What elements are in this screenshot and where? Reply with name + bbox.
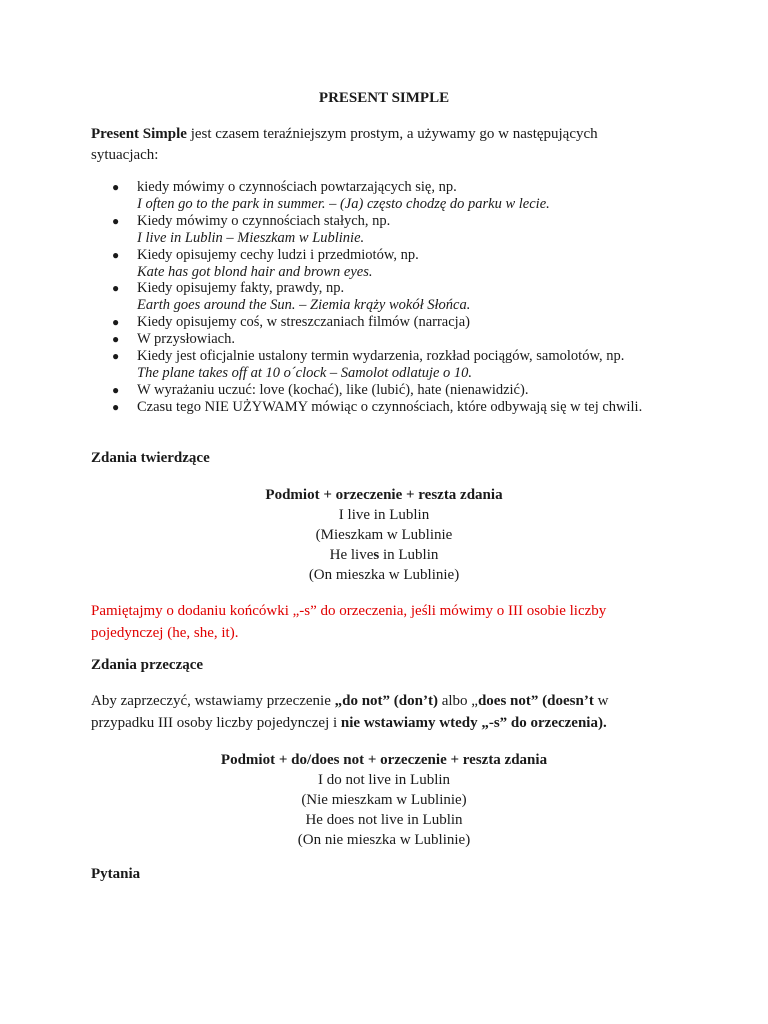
affirmative-examples [0,485,768,585]
reminder-note: Pamiętajmy o dodaniu końcówki „-s” do orzeczenia, jeśli mówimy o III osobie liczby pojedynczej (he, she, it). [91,603,607,641]
example-line: (On nie mieszka w Lublinie) [297,832,471,848]
bullet-icon: ● [112,281,120,296]
negative-heading: Zdania przeczące [91,657,204,673]
example-line: He does not live in Lublin [305,812,463,828]
example-sentence: The plane takes off at 10 o´clock – Samolot odlatuje o 10. [137,364,473,381]
list-item: ● Kiedy opisujemy coś, w streszczaniach filmów (narracja) [112,314,470,331]
list-item: ● Kiedy jest oficjalnie ustalony termin wydarzenia, rozkład pociągów, samolotów, np. The plane takes off at 10 o´clock – Samolot odlatuje o 10. [91,348,691,382]
list-item: ● Czasu tego NIE UŻYWAMY mówiąc o czynnościach, które odbywają się w tej chwili. [112,398,643,415]
intro-paragraph [91,124,651,166]
bullet-icon: ● [112,399,120,414]
bullet-icon: ● [112,213,120,228]
example-line: (On mieszka w Lublinie) [308,567,460,583]
intro-text: jest czasem teraźniejszym prostym, a używamy go w następujących sytuacjach: [91,126,598,163]
list-item: ● Kiedy opisujemy cechy ludzi i przedmiotów, np. Kate has got blond hair and brown eyes. [91,247,691,281]
bullet-icon: ● [112,180,120,194]
example-sentence: I often go to the park in summer. – (Ja) często chodzę do parku w lecie. [137,195,550,212]
example-sentence: I live in Lublin – Mieszkam w Lublinie. [137,229,365,246]
list-item: ● kiedy mówimy o czynnościach powtarzających się, np. I often go to the park in summer. – (Ja) często chodzę do parku w lecie. [91,179,691,213]
bullet-icon: ● [112,349,120,364]
example-line: (Mieszkam w Lublinie [315,527,453,543]
bullet-icon: ● [112,332,120,347]
list-item: ● W przysłowiach. [112,331,235,348]
example-sentence: Kate has got blond hair and brown eyes. [137,263,373,280]
ending-s: s [373,547,380,563]
list-item: ● Kiedy opisujemy fakty, prawdy, np. Earth goes around the Sun. – Ziemia krąży wokół Słońca. [91,280,691,314]
affirmative-heading: Zdania twierdzące [91,450,210,466]
intro-term: Present Simple [91,126,187,142]
page-title: PRESENT SIMPLE [318,90,450,106]
example-line: (Nie mieszkam w Lublinie) [301,792,467,808]
bullet-icon: ● [112,247,120,262]
negative-examples [0,750,768,850]
example-line: He lives in Lublin [329,547,439,563]
example-line: I live in Lublin [338,507,430,523]
questions-heading: Pytania [91,866,141,882]
negative-formula: Podmiot + do/does not + orzeczenie + reszta zdania [220,752,548,768]
list-item: ● W wyrażaniu uczuć: love (kochać), like (lubić), hate (nienawidzić). [112,381,529,398]
negative-paragraph: Aby zaprzeczyć, wstawiamy przeczenie „do not” (don’t) albo „does not” (doesn’t w przypadku III osoby liczby pojedynczej i nie wstawiamy wtedy „-s” do orzeczenia). [91,693,609,731]
bullet-icon: ● [112,315,120,330]
example-line: I do not live in Lublin [317,772,451,788]
bullet-icon: ● [112,382,120,397]
example-sentence: Earth goes around the Sun. – Ziemia krąży wokół Słońca. [137,297,471,314]
list-item: ● Kiedy mówimy o czynnościach stałych, np. I live in Lublin – Mieszkam w Lublinie. [91,213,691,247]
usage-list [91,179,691,416]
affirmative-formula: Podmiot + orzeczenie + reszta zdania [265,487,503,503]
